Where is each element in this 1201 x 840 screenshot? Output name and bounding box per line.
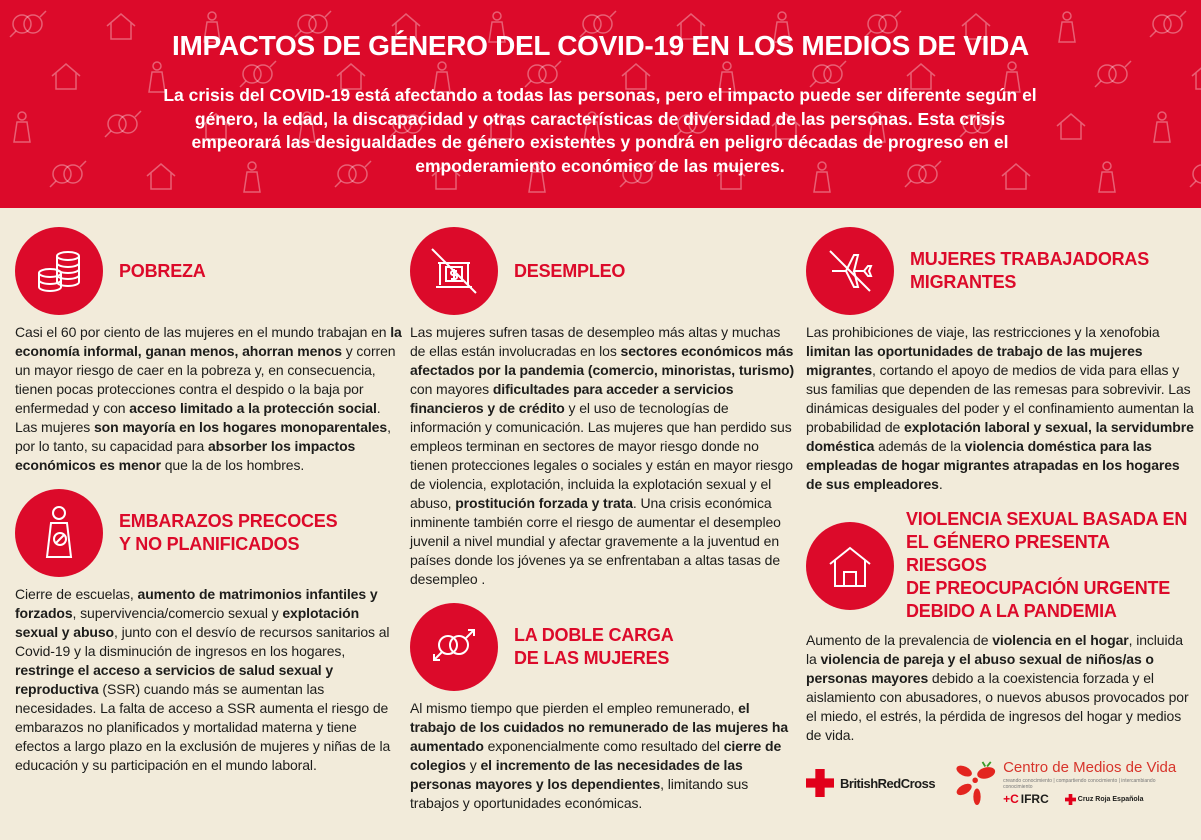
pattern-glyph [1190,161,1201,187]
text: (SSR) cuando más se aumentan las necesidades. La falta de acceso a SSR aumenta el riesgo de embarazos no planificados y mortalidad materna y tiene efectos a largo plazo en la exclusión de mujeres y niñas de la educación y su participación en el mundo laboral. [15,681,391,773]
bold-text: son mayoría en los hogares monoparentales [93,419,388,435]
text: , incluida la [806,632,1183,667]
text: Las prohibiciones de viaje, las restricciones y la xenofobia [806,324,1160,340]
pattern-glyph [14,112,30,142]
bold-text: absorber los impactos económicos es menor [15,438,356,473]
section-body-doble-carga [410,699,798,813]
text: con mayores [410,381,493,397]
section-title-embarazos: EMBARAZOS PRECOCES Y NO PLANIFICADOS [119,511,338,554]
centro-medios-de-vida-text: Centro de Medios de Vida [1003,759,1177,776]
bold-text: cierre de colegios [410,738,782,773]
text: que la de los hombres. [160,457,305,473]
text: y el uso de tecnologías de información y comunicación. Las mujeres que han perdido sus empleos terminan en sectores de mayor riesgo donde no tienen protecciones legales o sociales y están en mayor riesgo de violencia, explotación, incluida la explotación sexual y el abuso, [410,400,793,511]
bold-text: violencia en el hogar [992,632,1129,648]
bold-text: dificultades para acceder a servicios financieros y de crédito [410,381,734,416]
text: Casi el 60 por ciento de las mujeres en el mundo trabajan en [15,324,391,340]
bold-text: el trabajo de los cuidados no remunerado de las mujeres ha aumentado [410,700,789,754]
text: Aumento de la prevalencia de [806,632,993,648]
text: , cortando el apoyo de medios de vida para ellas y sus familias que dependen de las remesas para sobrevivir. Las dinámicas desiguales del poder y el confinamiento aumentan la probabilidad de [806,362,1194,435]
text: , supervivencia/comercio sexual y [72,605,283,621]
section-header-embarazos [15,489,403,577]
section-title-violencia: VIOLENCIA SEXUAL BASADA EN EL GÉNERO PRESENTA RIESGOS DE PREOCUPACIÓN URGENTE DEBIDO A LA PANDEMIA [906,509,1188,621]
page-title: IMPACTOS DE GÉNERO DEL COVID-19 EN LOS MEDIOS DE VIDA [172,30,1029,61]
text: además de la [874,438,965,454]
bold-text: la economía informal, ganan menos, ahorran menos [15,324,402,359]
ifrc-emblem-icon: +C [1003,792,1019,806]
british-red-cross-logo [806,769,935,797]
pattern-glyph [1095,61,1131,87]
section-body-desempleo [410,323,798,589]
house-icon [806,522,894,610]
header-banner [0,0,1201,208]
text: . Las mujeres [15,400,381,435]
pattern-glyph [1154,112,1170,142]
red-cross-small-icon [1065,794,1076,805]
section-title-pobreza: POBREZA [119,260,206,281]
cruz-roja-espanola-logo [1065,794,1144,805]
centro-tagline: creando conocimiento | compartiendo conocimiento | intercambiando conocimiento [1003,778,1156,790]
cruz-roja-text: Cruz Roja Española [1077,795,1144,803]
red-cross-icon [806,769,834,797]
bold-text: sectores económicos más afectados por la pandemia (comercio, minoristas, turismo) [410,343,795,378]
section-header-violencia [806,508,1194,623]
column-3 [806,227,1194,807]
text: Las mujeres sufren tasas de desempleo más altas y muchas de ellas están involucradas en los [410,324,781,359]
text: . Una crisis económica inminente también corre el riesgo de aumentar el desempleo juvenil a nivel mundial y afectar gravemente a la juventud en países donde los jóvenes ya se enfrentaban a altas tasas de desempleo . [410,495,781,587]
text: y [466,757,481,773]
section-title-doble-carga: LA DOBLE CARGA DE LAS MUJERES [514,625,674,668]
coins-icon [15,227,103,315]
text: y corren un mayor riesgo de caer en la pobreza y, en consecuencia, tienen pocas protecciones contra el despido o la baja por enfermedad y con [15,343,396,416]
text: Al mismo tiempo que pierden el empleo remunerado, [410,700,739,716]
column-2 [410,227,798,813]
bank-crossed-icon [410,227,498,315]
gender-symbols-icon [410,603,498,691]
section-title-desempleo: DESEMPLEO [514,260,626,281]
bold-text: prostitución forzada y trata [455,495,633,511]
bold-text: restringe el acceso a servicios de salud sexual y reproductiva [15,662,334,697]
section-body-embarazos [15,585,403,775]
section-header-doble-carga [410,603,798,691]
text: , limitando sus trabajos y oportunidades económicas. [410,776,749,811]
bold-text: violencia de pareja y el abuso sexual de niños/as o personas mayores [806,651,1154,686]
section-body-migrantes [806,323,1194,494]
plane-crossed-icon [806,227,894,315]
flower-logo-icon [955,759,999,807]
text: exponencialmente como resultado del [483,738,724,754]
section-header-migrantes [806,227,1194,315]
bold-text: limitan las oportunidades de trabajo de las mujeres migrantes [806,343,1143,378]
pattern-glyph [1099,162,1115,192]
page-subtitle: La crisis del COVID-19 está afectando a todas las personas, pero el impacto puede ser diferente según el género, la edad, la discapacidad y otras características de diversidad de las personas. Esta crisis empeorará las desigualdades de género existentes y pondrá en peligro décadas de progreso en el empoderamiento económico de las mujeres. [163,85,1037,176]
bold-text: explotación sexual y abuso [15,605,360,640]
text: , por lo tanto, su capacidad para [15,419,391,454]
bold-text: aumento de matrimonios infantiles y forzados [15,586,378,621]
centro-medios-de-vida-logo [955,759,1176,807]
bold-text: explotación laboral y sexual, la servidumbre doméstica [806,419,1194,454]
section-body-pobreza [15,323,403,475]
pattern-glyph [1057,114,1085,139]
pattern-glyph [105,111,141,137]
bold-text: acceso limitado a la protección social [129,400,377,416]
bold-text: el incremento de las necesidades de las personas mayores y los dependientes [410,757,743,792]
text: Cierre de escuelas, [15,586,138,602]
section-body-violencia [806,631,1194,745]
pattern-glyph [50,161,86,187]
ifrc-logo [1003,792,1049,806]
section-title-migrantes: MUJERES TRABAJADORAS MIGRANTES [910,249,1150,292]
column-1 [15,227,403,775]
text: , junto con el desvío de recursos sanitarios al Covid-19 y la disminución de ingresos en los hogares, [15,624,390,659]
partner-logos [806,759,1194,807]
pattern-glyph [52,64,80,89]
section-header-pobreza [15,227,403,315]
pattern-glyph [1192,64,1201,89]
pregnant-woman-icon [15,489,103,577]
bold-text: violencia doméstica para las empleadas de hogar migrantes atrapadas en los hogares de sus empleadores [806,438,1180,492]
british-red-cross-text: BritishRedCross [840,775,936,791]
section-header-desempleo [410,227,798,315]
text: debido a la coexistencia forzada y el aislamiento con abusadores, o nuevos abusos provocados por el miedo, el estrés, la pérdida de ingresos del hogar y medios de vida. [806,670,1189,743]
ifrc-text: IFRC [1020,792,1049,806]
text: . [938,476,943,492]
